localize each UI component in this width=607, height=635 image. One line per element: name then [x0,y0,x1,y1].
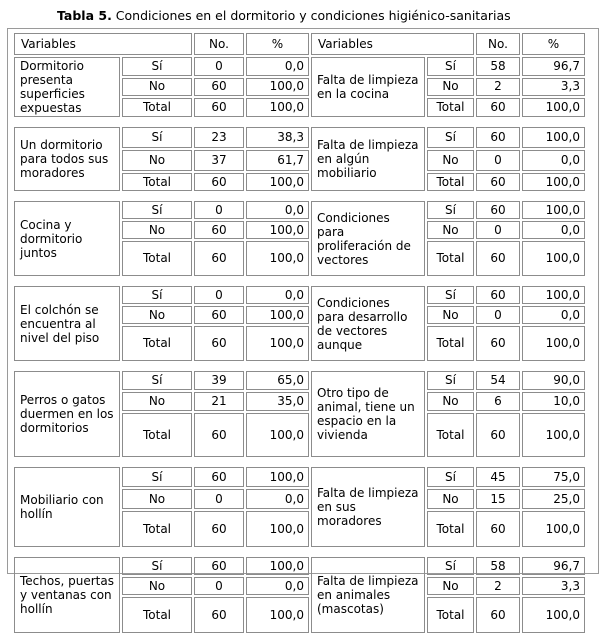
right-percent: 100,0 [522,201,585,219]
header-no: No. [194,33,244,55]
left-count: 60 [194,597,244,633]
right-category: No [427,392,474,411]
left-percent: 100,0 [246,98,309,117]
right-percent: 25,0 [522,489,585,509]
left-category: Total [122,413,192,457]
right-category: Sí [427,371,474,390]
right-category: No [427,306,474,324]
left-percent: 100,0 [246,597,309,633]
left-percent: 0,0 [246,489,309,509]
left-variable: Mobiliario con hollín [14,467,120,547]
right-count: 60 [476,127,520,148]
left-count: 60 [194,98,244,117]
left-category: No [122,392,192,411]
left-category: Total [122,98,192,117]
header-pct-right: % [522,33,585,55]
right-percent: 96,7 [522,557,585,575]
left-count: 0 [194,57,244,76]
left-count: 60 [194,326,244,361]
left-percent: 0,0 [246,286,309,304]
left-category: No [122,78,192,97]
left-variable: El colchón se encuentra al nivel del piso [14,286,120,361]
left-category: No [122,577,192,595]
left-count: 60 [194,306,244,324]
group-spacer [14,119,585,125]
left-count: 0 [194,286,244,304]
right-count: 0 [476,306,520,324]
left-category: Sí [122,286,192,304]
right-category: Total [427,241,474,276]
left-percent: 38,3 [246,127,309,148]
right-count: 58 [476,57,520,76]
left-percent: 0,0 [246,201,309,219]
right-count: 60 [476,326,520,361]
spacer-cell [14,459,585,465]
header-variables-right: Variables [311,33,474,55]
right-percent: 0,0 [522,306,585,324]
left-variable: Techos, puertas y ventanas con hollín [14,557,120,633]
left-count: 0 [194,489,244,509]
left-percent: 100,0 [246,78,309,97]
right-variable: Falta de limpieza en animales (mascotas) [311,557,425,633]
right-category: No [427,150,474,171]
right-count: 6 [476,392,520,411]
spacer-cell [14,363,585,369]
right-count: 0 [476,150,520,171]
left-category: Total [122,326,192,361]
right-category: Sí [427,57,474,76]
right-percent: 100,0 [522,511,585,547]
left-variable: Cocina y dormitorio juntos [14,201,120,276]
right-count: 2 [476,78,520,97]
right-count: 60 [476,511,520,547]
left-count: 39 [194,371,244,390]
right-count: 54 [476,371,520,390]
right-variable: Falta de limpieza en sus moradores [311,467,425,547]
right-category: Sí [427,201,474,219]
header-pct: % [246,33,309,55]
left-count: 0 [194,201,244,219]
right-percent: 100,0 [522,413,585,457]
right-percent: 100,0 [522,127,585,148]
table-row [14,557,585,575]
left-count: 60 [194,173,244,191]
left-count: 60 [194,241,244,276]
right-count: 2 [476,577,520,595]
left-percent: 100,0 [246,241,309,276]
left-category: No [122,306,192,324]
left-count: 60 [194,413,244,457]
right-category: Sí [427,127,474,148]
data-table [12,31,587,635]
right-category: Total [427,413,474,457]
spacer-cell [14,119,585,125]
left-count: 23 [194,127,244,148]
left-variable: Dormitorio presenta superficies expuestas [14,57,120,117]
header-no-right: No. [476,33,520,55]
right-category: Sí [427,467,474,487]
right-count: 45 [476,467,520,487]
table-row [14,467,585,487]
left-percent: 100,0 [246,306,309,324]
group-spacer [14,549,585,555]
left-percent: 61,7 [246,150,309,171]
left-count: 60 [194,557,244,575]
table-row [14,371,585,390]
left-category: Sí [122,127,192,148]
left-percent: 0,0 [246,57,309,76]
left-variable: Un dormitorio para todos sus moradores [14,127,120,191]
table-caption [57,8,511,23]
group-spacer [14,278,585,284]
right-category: No [427,577,474,595]
left-percent: 100,0 [246,221,309,239]
left-category: Sí [122,371,192,390]
right-percent: 3,3 [522,577,585,595]
spacer-cell [14,193,585,199]
caption-label: Tabla 5. [57,8,112,23]
table-row [14,201,585,219]
right-count: 60 [476,98,520,117]
right-count: 60 [476,173,520,191]
right-percent: 10,0 [522,392,585,411]
right-percent: 0,0 [522,150,585,171]
right-percent: 90,0 [522,371,585,390]
right-count: 0 [476,221,520,239]
right-category: No [427,221,474,239]
right-category: Sí [427,557,474,575]
right-variable: Otro tipo de animal, tiene un espacio en la vivienda [311,371,425,457]
left-percent: 100,0 [246,467,309,487]
left-percent: 100,0 [246,326,309,361]
left-category: Sí [122,201,192,219]
left-percent: 65,0 [246,371,309,390]
group-spacer [14,363,585,369]
right-percent: 100,0 [522,597,585,633]
group-spacer [14,459,585,465]
right-variable: Condiciones para desarrollo de vectores aunque [311,286,425,361]
table-row [14,57,585,76]
left-category: Total [122,511,192,547]
right-percent: 100,0 [522,241,585,276]
right-category: Total [427,597,474,633]
left-category: Total [122,597,192,633]
left-count: 60 [194,78,244,97]
left-category: No [122,489,192,509]
right-count: 60 [476,286,520,304]
left-percent: 100,0 [246,413,309,457]
left-count: 60 [194,511,244,547]
right-percent: 100,0 [522,286,585,304]
left-category: No [122,221,192,239]
right-percent: 0,0 [522,221,585,239]
right-count: 60 [476,413,520,457]
right-category: Total [427,98,474,117]
spacer-cell [14,549,585,555]
spacer-cell [14,278,585,284]
left-category: Sí [122,557,192,575]
right-category: Total [427,173,474,191]
group-spacer [14,193,585,199]
right-count: 60 [476,241,520,276]
table-row [14,286,585,304]
right-variable: Falta de limpieza en la cocina [311,57,425,117]
right-variable: Condiciones para proliferación de vectores [311,201,425,276]
left-percent: 100,0 [246,173,309,191]
right-category: Total [427,511,474,547]
left-count: 60 [194,221,244,239]
left-percent: 0,0 [246,577,309,595]
right-percent: 3,3 [522,78,585,97]
header-variables: Variables [14,33,192,55]
left-percent: 100,0 [246,557,309,575]
left-count: 37 [194,150,244,171]
left-category: Sí [122,467,192,487]
right-category: No [427,489,474,509]
left-percent: 100,0 [246,511,309,547]
left-count: 21 [194,392,244,411]
right-category: Sí [427,286,474,304]
right-category: No [427,78,474,97]
right-variable: Falta de limpieza en algún mobiliario [311,127,425,191]
left-percent: 35,0 [246,392,309,411]
right-percent: 100,0 [522,326,585,361]
header-row [14,33,585,55]
right-percent: 96,7 [522,57,585,76]
left-category: Total [122,173,192,191]
right-percent: 100,0 [522,98,585,117]
left-variable: Perros o gatos duermen en los dormitorios [14,371,120,457]
left-category: Sí [122,57,192,76]
right-percent: 75,0 [522,467,585,487]
left-count: 60 [194,467,244,487]
right-count: 60 [476,597,520,633]
caption-text: Condiciones en el dormitorio y condiciones higiénico-sanitarias [111,8,511,23]
right-category: Total [427,326,474,361]
right-count: 15 [476,489,520,509]
right-count: 58 [476,557,520,575]
left-category: No [122,150,192,171]
right-count: 60 [476,201,520,219]
left-category: Total [122,241,192,276]
right-percent: 100,0 [522,173,585,191]
left-count: 0 [194,577,244,595]
table-row [14,127,585,148]
